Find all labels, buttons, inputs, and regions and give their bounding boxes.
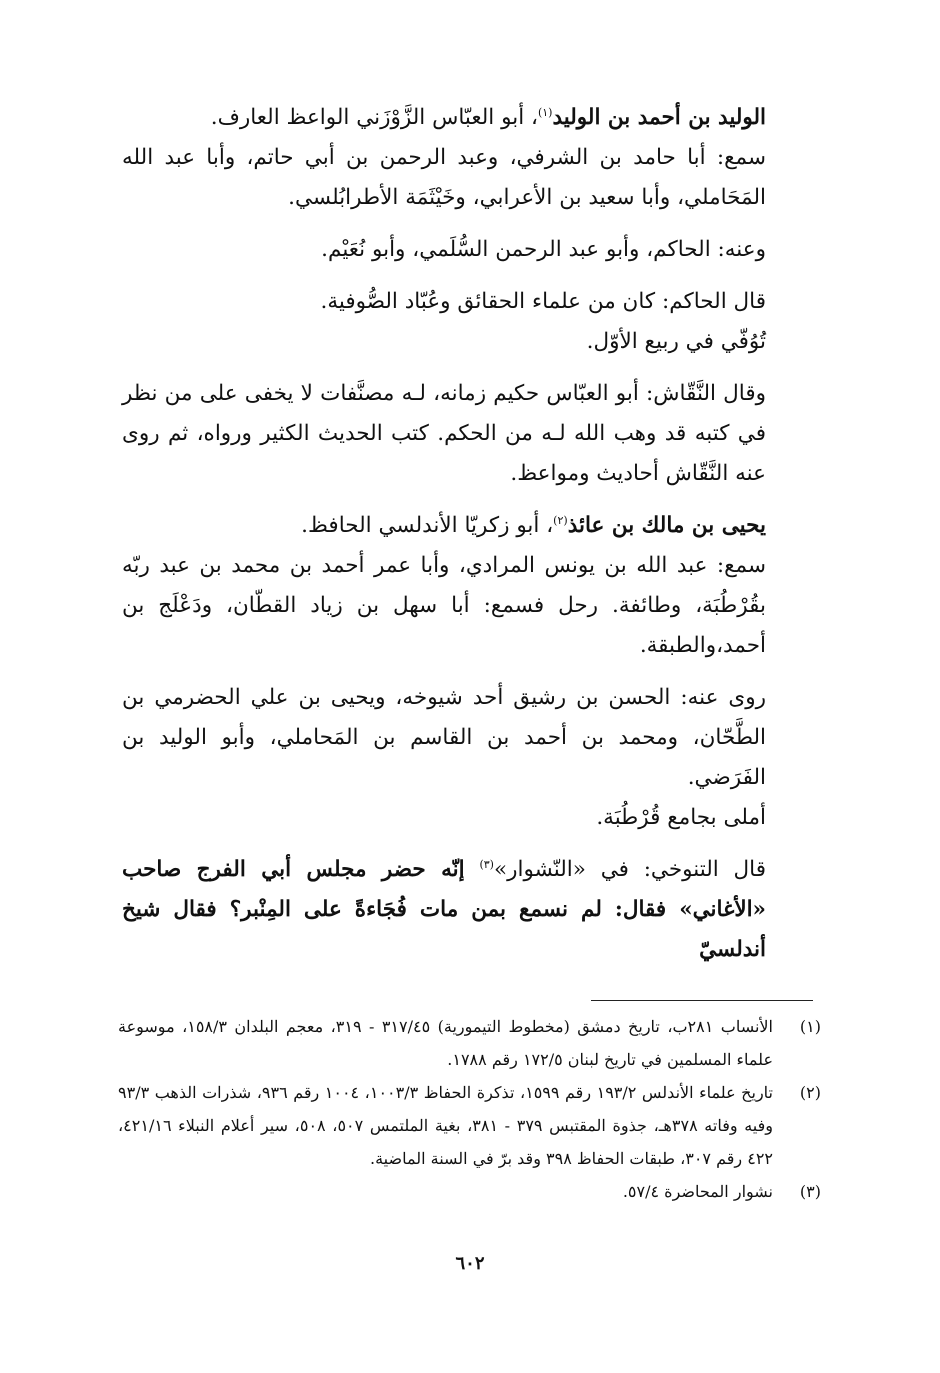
footnote-number: (٢) (799, 1083, 821, 1102)
paragraph: وقال النَّقّاش: أبو العبّاس حكيم زمانه، لـه مصنَّفات لا يخفى على من نظر في كتبه قد وهب الله لـه من الحكم. كتب الحديث الكثير ورواه، ثم روى عنه النَّقّاش أحاديث ومواعظ. (122, 381, 766, 486)
footnote-divider (591, 1000, 813, 1001)
footnote-number: (٣) (799, 1182, 821, 1201)
paragraph: سمع: عبد الله بن يونس المرادي، وأبا عمر أحمد بن محمد بن عبد ربّه بقُرْطُبَة، وطائفة. رحل فسمع: أبا سهل بن زياد القطّان، ودَعْلَج بن أحمد،والطبقة. (122, 553, 766, 658)
entry-name: يحيى بن مالك بن عائذ (567, 513, 766, 538)
paragraph: سمع: أبا حامد بن الشرفي، وعبد الرحمن بن أبي حاتم، وأبا عبد الله المَحَاملي، وأبا سعيد بن الأعرابي، وخَيْثَمَة الأطرابُلسي. (122, 145, 766, 210)
footnote-text: الأنساب ٢٨١ب، تاريخ دمشق (مخطوط التيمورية) ٣١٧/٤٥ - ٣١٩، معجم البلدان ١٥٨/٣، موسوعة علماء المسلمين في تاريخ لبنان ١٧٢/٥ رقم ١٧٨٨. (118, 1017, 773, 1069)
footnote-ref[interactable]: (٢) (553, 513, 568, 527)
footnote-text: تاريخ علماء الأندلس ١٩٣/٢ رقم ١٥٩٩، تذكرة الحفاظ ١٠٠٣/٣، ١٠٠٤ رقم ٩٣٦، شذرات الذهب ٩٣/٣ وفيه وفاته ٣٧٨هـ، جذوة المقتبس ٣٧٩ - ٣٨١، بغية الملتمس ٥٠٧، ٥٠٨، سير أعلام النبلاء ٤٢١/١٦، ٤٢٢ رقم ٣٠٧، طبقات الحفاظ ٣٩٨ وقد برّ في السنة الماضية. (118, 1083, 774, 1168)
page-number: ٦٠٢ (455, 1253, 485, 1274)
footnote (118, 1175, 821, 1208)
footnote-ref[interactable]: (٣) (479, 857, 494, 871)
paragraph: روى عنه: الحسن بن رشيق أحد شيوخه، ويحيى بن علي الحضرمي بن الطَّحّان، ومحمد بن أحمد بن القاسم بن المَحاملي، وأبو الوليد بن الفَرَضي. (122, 685, 766, 790)
paragraph: قال الحاكم: كان من علماء الحقائق وعُبّاد الصُّوفية. (320, 289, 766, 314)
entry-heading: يحيى بن مالك بن عائذ$^{(٢)}$، أبو زكريّا الأندلسي الحافظ. (301, 513, 766, 538)
paragraph: وعنه: الحاكم، وأبو عبد الرحمن السُّلَمي، وأبو نُعَيْم. (321, 237, 766, 262)
entry-heading: الوليد بن أحمد بن الوليد$^{(١)}$، أبو العبّاس الزَّوْزَني الواعظ العارف. (210, 105, 766, 130)
footnote-ref[interactable]: (١) (537, 105, 553, 119)
footnotes (118, 1010, 821, 1208)
footnote-number: (١) (799, 1017, 821, 1036)
main-text (122, 98, 819, 970)
paragraph: أملى بجامع قُرْطُبَة. (596, 805, 766, 830)
entry-name: الوليد بن أحمد بن الوليد (552, 105, 766, 130)
footnote-text: نشوار المحاضرة ٥٧/٤. (622, 1182, 773, 1201)
paragraph: تُوُفّي في ربيع الأوّل. (586, 329, 766, 354)
footnote (118, 1076, 821, 1175)
footnote (118, 1010, 821, 1076)
paragraph: قال التنوخي: في «النّشوار»$^{(٣)}$ إنّه حضر مجلس أبي الفرج صاحب «الأغاني» فقال: لم نسمع بمن مات فُجَاءةً على المِنْبر؟ فقال شيخ أندلسيّ (122, 857, 766, 962)
